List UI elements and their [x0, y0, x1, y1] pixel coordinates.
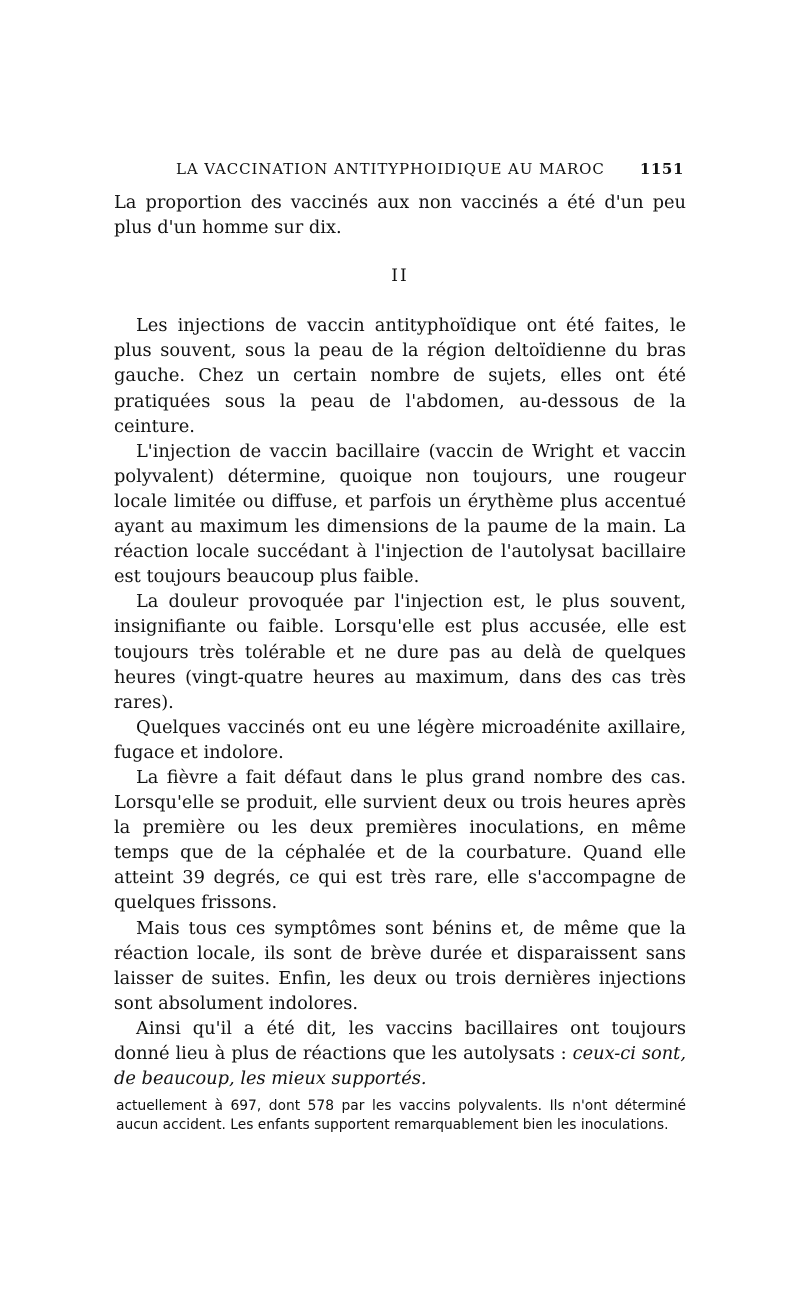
running-header [176, 160, 684, 178]
footnote-text: actuellement à 697, dont 578 par les vaccins polyvalents. Ils n'ont déterminé aucun accident. Les enfants supportent remarquablement bien les inoculations. [116, 1098, 686, 1133]
paragraph: Les injections de vaccin antityphoïdique ont été faites, le plus souvent, sous la peau de la région deltoïdienne du bras gauche. Chez un certain nombre de sujets, elles ont été pratiquées sous la peau de l'abdomen, au-dessous de la ceinture. [114, 315, 686, 437]
page-number: 1151 [639, 160, 684, 178]
paragraph: L'injection de vaccin bacillaire (vaccin de Wright et vaccin polyvalent) détermine, quoique non toujours, une rougeur locale limitée ou diffuse, et parfois un érythème plus accentué ayant au maximum les dimensions de la paume de la main. La réaction locale succédant à l'injection de l'autolysat bacillaire est toujours beaucoup plus faible. [114, 440, 686, 588]
intro-paragraph: La proportion des vaccinés aux non vaccinés a été d'un peu plus d'un homme sur dix. [114, 192, 686, 239]
footnote [116, 1097, 686, 1135]
paragraph: Quelques vaccinés ont eu une légère microadénite axillaire, fugace et indolore. [114, 716, 686, 763]
running-title: LA VACCINATION ANTITYPHOIDIQUE AU MAROC [176, 160, 605, 178]
concluding-italic-text: ceux-ci sont, de beaucoup, les mieux supportés. [114, 1043, 686, 1090]
section-number: II [391, 266, 409, 287]
concluding-paragraph [114, 1016, 686, 1091]
concluding-text: Ainsi qu'il a été dit, les vaccins bacillaires ont toujours donné lieu à plus de réactions que les autolysats : [114, 1017, 686, 1064]
paragraph: La fièvre a fait défaut dans le plus grand nombre des cas. Lorsqu'elle se produit, elle survient deux ou trois heures après la première ou les deux premières inoculations, en même temps que de la céphalée et de la courbature. Quand elle atteint 39 degrés, ce qui est très rare, elle s'accompagne de quelques frissons. [114, 766, 686, 914]
paragraph: La douleur provoquée par l'injection est, le plus souvent, insignifiante ou faible. Lorsqu'elle est plus accusée, elle est toujours très tolérable et ne dure pas au delà de quelques heures (vingt-quatre heures au maximum, dans des cas très rares). [114, 591, 686, 713]
paragraph: Mais tous ces symptômes sont bénins et, de même que la réaction locale, ils sont de brève durée et disparaissent sans laisser de suites. Enfin, les deux ou trois dernières injections sont absolument indolores. [114, 917, 686, 1014]
main-text [114, 190, 686, 1091]
